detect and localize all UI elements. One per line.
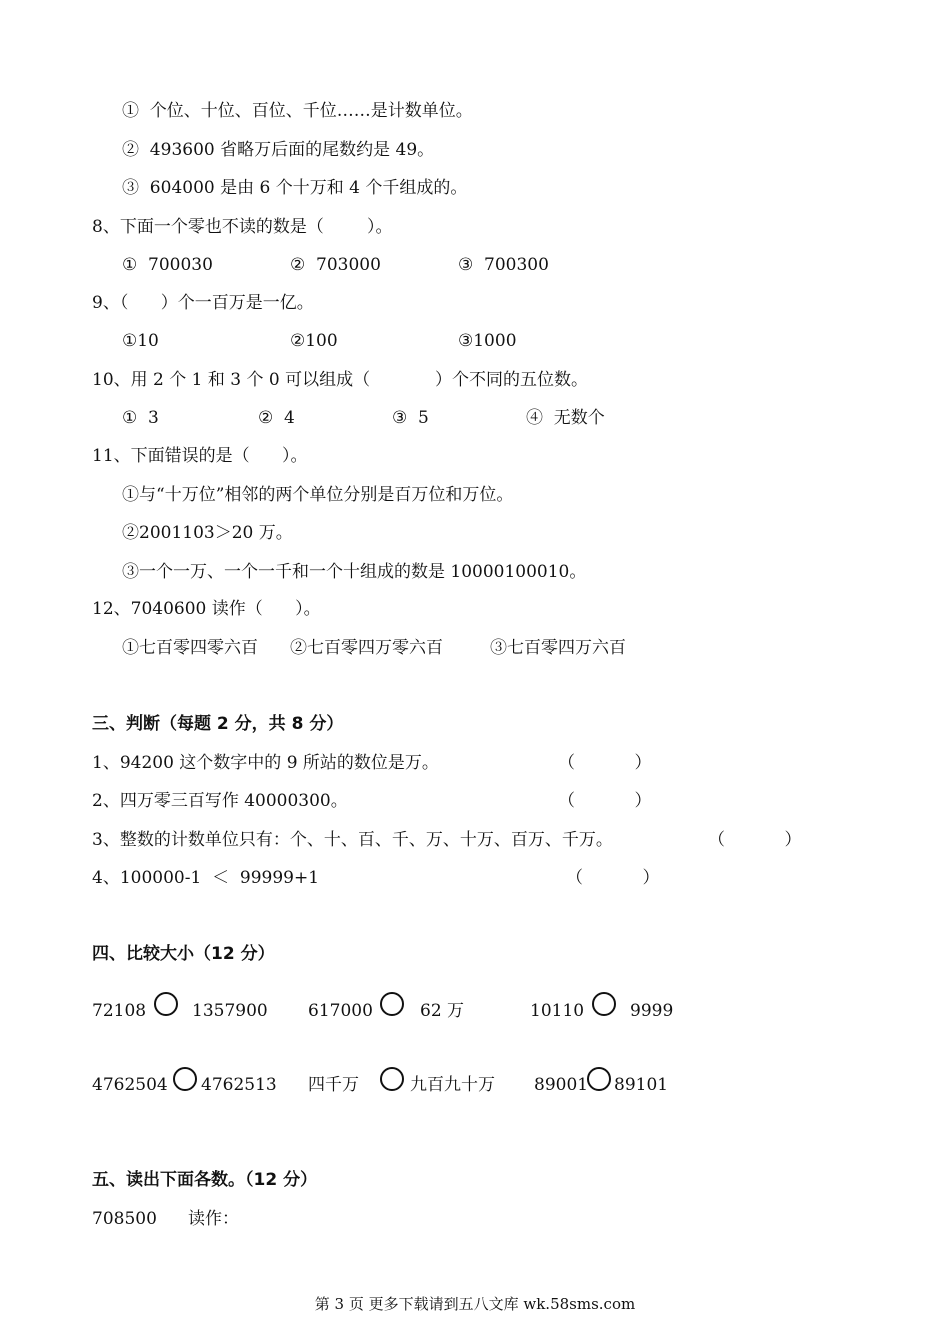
q12-option-3: ③七百零四万六百 <box>490 638 626 658</box>
q11-option-3: ③一个一万、一个一千和一个十组成的数是 10000100010。 <box>122 562 587 582</box>
q12-stem: 12、7040600 读作（ ）。 <box>92 599 321 619</box>
judge-item-3: 3、整数的计数单位只有：个、十、百、千、万、十万、百万、千万。 <box>92 830 613 850</box>
q9-option-2: ②100 <box>290 331 338 351</box>
q12-option-1: ①七百零四零六百 <box>122 638 258 658</box>
q8-option-1: ① 700030 <box>122 255 213 275</box>
compare-left: 72108 <box>92 1001 147 1021</box>
section5-title: 五、读出下面各数。（12 分） <box>92 1170 318 1190</box>
judge-item-1: 1、94200 这个数字中的 9 所站的数位是万。 <box>92 753 439 773</box>
q11-stem: 11、下面错误的是（ ）。 <box>92 446 308 466</box>
judge-answer-1[interactable]: （ ） <box>558 753 652 773</box>
q11-option-2: ②2001103＞20 万。 <box>122 523 293 543</box>
judge-answer-4[interactable]: （ ） <box>566 868 660 888</box>
q9-option-1: ①10 <box>122 331 159 351</box>
compare-right: 九百九十万 <box>410 1075 495 1095</box>
q8-option-2: ② 703000 <box>290 255 381 275</box>
q10-option-3: ③ 5 <box>392 408 429 428</box>
compare-right: 89101 <box>614 1075 669 1095</box>
section4-title: 四、比较大小（12 分） <box>92 944 275 964</box>
section3-title: 三、判断（每题 2 分，共 8 分） <box>92 714 344 734</box>
q10-option-2: ② 4 <box>258 408 295 428</box>
compare-left: 四千万 <box>308 1075 359 1095</box>
compare-right: 62 万 <box>420 1001 465 1021</box>
q10-stem: 10、用 2 个 1 和 3 个 0 可以组成（ ）个不同的五位数。 <box>92 370 588 390</box>
compare-right: 4762513 <box>201 1075 277 1095</box>
judge-item-4: 4、100000-1 ＜ 99999+1 <box>92 868 320 888</box>
read-number: 708500 <box>92 1209 157 1229</box>
q7-option-1: ① 个位、十位、百位、千位……是计数单位。 <box>122 101 473 121</box>
compare-left: 10110 <box>530 1001 585 1021</box>
compare-circle[interactable] <box>154 992 178 1016</box>
q9-stem: 9、（ ）个一百万是一亿。 <box>92 293 314 313</box>
judge-answer-3[interactable]: （ ） <box>708 830 802 850</box>
read-label: 读作： <box>188 1209 239 1229</box>
compare-left: 89001 <box>534 1075 589 1095</box>
compare-circle[interactable] <box>592 992 616 1016</box>
page-footer: 第 3 页 更多下载请到五八文库 wk.58sms.com <box>314 1295 636 1313</box>
compare-right: 9999 <box>630 1001 674 1021</box>
compare-right: 1357900 <box>192 1001 268 1021</box>
q7-option-3: ③ 604000 是由 6 个十万和 4 个千组成的。 <box>122 178 468 198</box>
q9-option-3: ③1000 <box>458 331 517 351</box>
judge-item-2: 2、四万零三百写作 40000300。 <box>92 791 348 811</box>
compare-left: 617000 <box>308 1001 373 1021</box>
compare-left: 4762504 <box>92 1075 168 1095</box>
compare-circle[interactable] <box>587 1067 611 1091</box>
q12-option-2: ②七百零四万零六百 <box>290 638 443 658</box>
q11-option-1: ①与“十万位”相邻的两个单位分别是百万位和万位。 <box>122 485 514 505</box>
compare-circle[interactable] <box>173 1067 197 1091</box>
q10-option-1: ① 3 <box>122 408 159 428</box>
q8-option-3: ③ 700300 <box>458 255 549 275</box>
q10-option-4: ④ 无数个 <box>526 408 605 428</box>
judge-answer-2[interactable]: （ ） <box>558 791 652 811</box>
q7-option-2: ② 493600 省略万后面的尾数约是 49。 <box>122 140 435 160</box>
q8-stem: 8、下面一个零也不读的数是（ ）。 <box>92 217 393 237</box>
compare-circle[interactable] <box>380 1067 404 1091</box>
compare-circle[interactable] <box>380 992 404 1016</box>
